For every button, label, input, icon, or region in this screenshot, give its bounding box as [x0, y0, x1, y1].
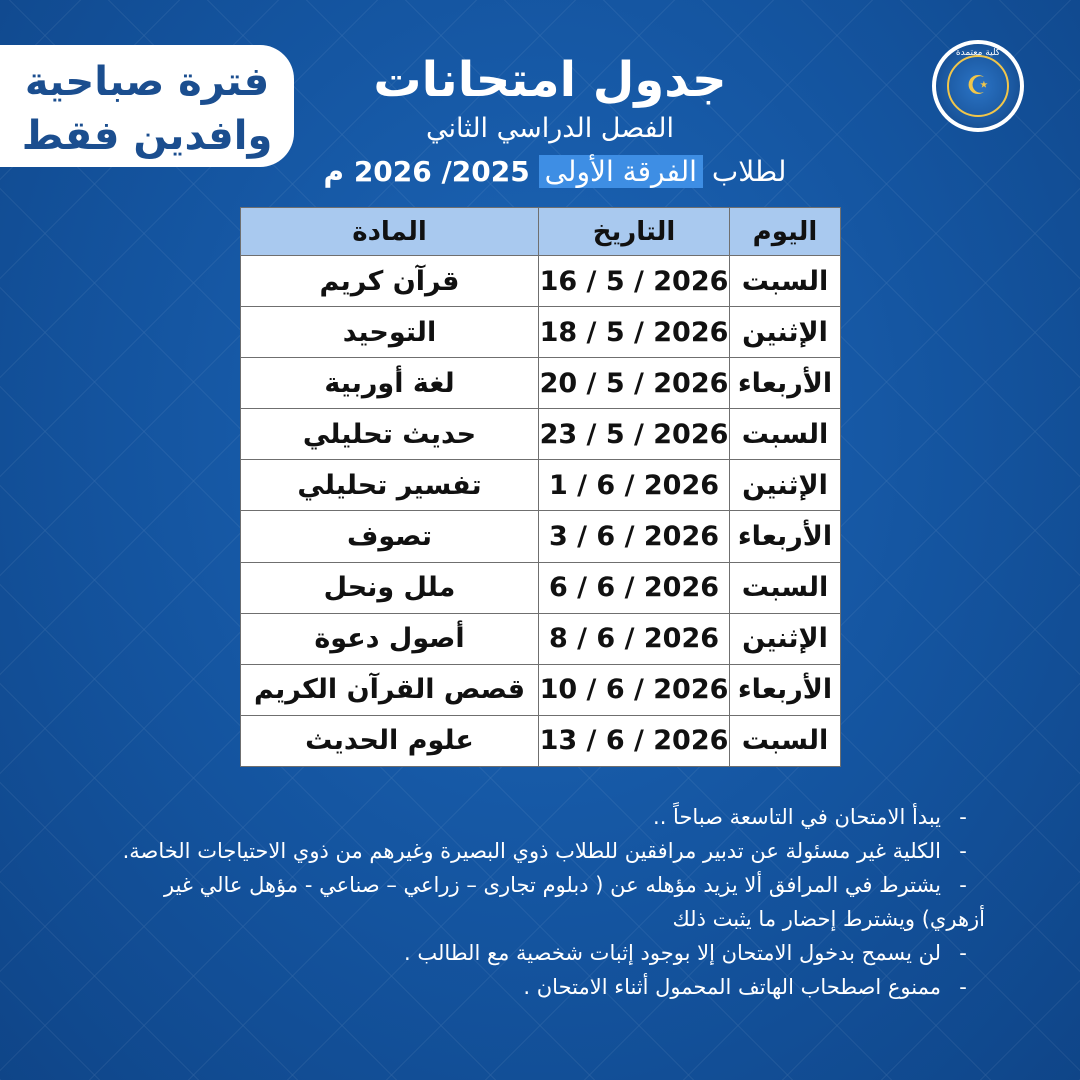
cell-subject: ملل ونحل	[241, 562, 539, 613]
cell-subject: لغة أوربية	[241, 358, 539, 409]
notes-list	[95, 800, 985, 1004]
cell-subject: تفسير تحليلي	[241, 460, 539, 511]
cell-day: الإثنين	[730, 613, 841, 664]
cell-day: السبت	[730, 562, 841, 613]
note-item	[95, 970, 985, 1004]
header-day: اليوم	[730, 208, 841, 256]
cell-subject: علوم الحديث	[241, 715, 539, 766]
cell-subject: قرآن كريم	[241, 256, 539, 307]
note-text: ممنوع اصطحاب الهاتف المحمول أثناء الامتحان .	[523, 975, 941, 999]
cell-subject: التوحيد	[241, 307, 539, 358]
logo-caption: كلية معتمدة	[955, 48, 1001, 58]
cell-day: السبت	[730, 256, 841, 307]
cell-day: الإثنين	[730, 460, 841, 511]
table-row	[241, 256, 841, 307]
note-text: الكلية غير مسئولة عن تدبير مرافقين للطلاب ذوي البصيرة وغيرهم من ذوي الاحتياجات الخاصة.	[122, 839, 941, 863]
students-prefix: لطلاب	[711, 155, 787, 188]
table-header-row	[241, 208, 841, 256]
grade-highlight: الفرقة الأولى	[539, 155, 703, 188]
cell-day: الأربعاء	[730, 511, 841, 562]
cell-date: 20 / 5 / 2026	[539, 358, 730, 409]
note-text: يبدأ الامتحان في التاسعة صباحاً ..	[653, 805, 941, 829]
cell-day: السبت	[730, 715, 841, 766]
table-row	[241, 409, 841, 460]
session-badge	[0, 45, 294, 167]
note-item	[95, 936, 985, 970]
cell-date: 1 / 6 / 2026	[539, 460, 730, 511]
cell-date: 18 / 5 / 2026	[539, 307, 730, 358]
university-emblem-icon	[932, 40, 1024, 132]
table-row	[241, 307, 841, 358]
table-row	[241, 562, 841, 613]
note-item	[95, 868, 985, 936]
table-row	[241, 511, 841, 562]
cell-date: 13 / 6 / 2026	[539, 715, 730, 766]
academic-year: 2025/ 2026 م	[323, 155, 530, 188]
cell-date: 8 / 6 / 2026	[539, 613, 730, 664]
bullet-dash-icon: -	[959, 941, 967, 965]
bullet-dash-icon: -	[959, 805, 967, 829]
cell-day: الإثنين	[730, 307, 841, 358]
cell-day: الأربعاء	[730, 664, 841, 715]
note-item	[95, 834, 985, 868]
page-title: جدول امتحانات	[373, 52, 727, 108]
students-year-line	[290, 155, 820, 188]
table-row	[241, 460, 841, 511]
note-text: يشترط في المرافق ألا يزيد مؤهله عن ( دبلوم تجارى – زراعي – صناعي - مؤهل عالي غير أزهري) ويشترط إحضار ما يثبت ذلك	[163, 873, 985, 931]
emblem-core: ☪	[947, 55, 1009, 117]
semester-subtitle: الفصل الدراسي الثاني	[425, 113, 675, 144]
cell-date: 3 / 6 / 2026	[539, 511, 730, 562]
table-row	[241, 358, 841, 409]
bullet-dash-icon: -	[959, 839, 967, 863]
header-subject: المادة	[241, 208, 539, 256]
note-item	[95, 800, 985, 834]
cell-subject: قصص القرآن الكريم	[241, 664, 539, 715]
cell-date: 6 / 6 / 2026	[539, 562, 730, 613]
cell-day: السبت	[730, 409, 841, 460]
note-text: لن يسمح بدخول الامتحان إلا بوجود إثبات شخصية مع الطالب .	[404, 941, 941, 965]
cell-subject: أصول دعوة	[241, 613, 539, 664]
cell-day: الأربعاء	[730, 358, 841, 409]
cell-date: 16 / 5 / 2026	[539, 256, 730, 307]
cell-subject: تصوف	[241, 511, 539, 562]
exam-schedule-table	[240, 207, 841, 767]
cell-date: 23 / 5 / 2026	[539, 409, 730, 460]
table-row	[241, 664, 841, 715]
badge-line-1: فترة صباحية	[24, 59, 270, 105]
table-row	[241, 613, 841, 664]
badge-line-2: وافدين فقط	[21, 113, 273, 159]
cell-date: 10 / 6 / 2026	[539, 664, 730, 715]
bullet-dash-icon: -	[959, 975, 967, 999]
table-row	[241, 715, 841, 766]
bullet-dash-icon: -	[959, 873, 967, 897]
cell-subject: حديث تحليلي	[241, 409, 539, 460]
header-date: التاريخ	[539, 208, 730, 256]
